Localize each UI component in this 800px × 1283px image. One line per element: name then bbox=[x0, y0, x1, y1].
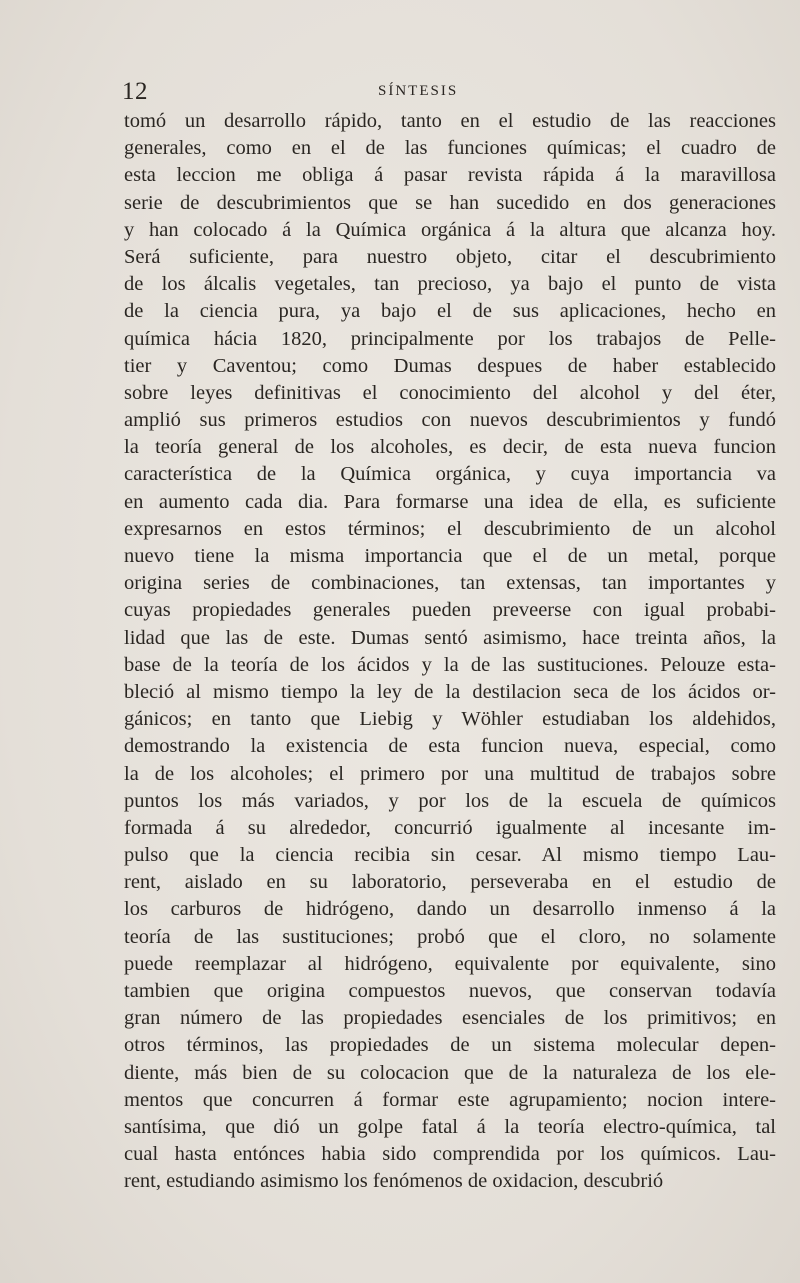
text-line: química hácia 1820, principalmente por los trabajos de Pelle- bbox=[124, 327, 776, 350]
text-line: demostrando la existencia de esta funcion nueva, especial, como bbox=[124, 735, 776, 758]
text-line: sobre leyes definitivas el conocimiento del alcohol y del éter, bbox=[124, 381, 776, 404]
text-line: lidad que las de este. Dumas sentó asimismo, hace treinta años, la bbox=[124, 626, 776, 649]
text-line: base de la teoría de los ácidos y la de las sustituciones. Pelouze esta- bbox=[124, 653, 776, 676]
text-line: Será suficiente, para nuestro objeto, citar el descubrimiento bbox=[124, 245, 776, 268]
text-line: generales, como en el de las funciones químicas; el cuadro de bbox=[124, 137, 776, 160]
text-line: rent, estudiando asimismo los fenómenos de oxidacion, descubrió bbox=[124, 1170, 664, 1193]
text-line: nuevo tiene la misma importancia que el de un metal, porque bbox=[124, 545, 776, 567]
text-line: característica de la Química orgánica, y cuya importancia va bbox=[124, 463, 776, 486]
text-line: otros términos, las propiedades de un sistema molecular depen- bbox=[124, 1034, 776, 1057]
text-line: puede reemplazar al hidrógeno, equivalente por equivalente, sino bbox=[124, 952, 776, 975]
text-line: la de los alcoholes; el primero por una multitud de trabajos sobre bbox=[124, 762, 776, 785]
text-line: expresarnos en estos términos; el descubrimiento de un alcohol bbox=[124, 517, 776, 540]
text-line: rent, aislado en su laboratorio, perseveraba en el estudio de bbox=[124, 871, 776, 894]
text-line: pulso que la ciencia recibia sin cesar. Al mismo tiempo Lau- bbox=[124, 844, 776, 867]
page-number: 12 bbox=[122, 78, 148, 105]
text-line: tambien que origina compuestos nuevos, que conservan todavía bbox=[124, 980, 776, 1002]
text-line: esta leccion me obliga á pasar revista rápida á la maravillosa bbox=[124, 164, 776, 187]
text-line: en aumento cada dia. Para formarse una idea de ella, es suficiente bbox=[124, 490, 776, 513]
text-line: santísima, que dió un golpe fatal á la teoría electro-química, tal bbox=[124, 1115, 776, 1138]
text-line: origina series de combinaciones, tan extensas, tan importantes y bbox=[124, 572, 776, 595]
text-line: tier y Caventou; como Dumas despues de haber establecido bbox=[124, 354, 776, 377]
running-head: SÍNTESIS bbox=[378, 83, 459, 99]
text-line: de la ciencia pura, ya bajo el de sus aplicaciones, hecho en bbox=[124, 300, 776, 323]
text-line: amplió sus primeros estudios con nuevos descubrimientos y fundó bbox=[124, 409, 776, 432]
text-line: diente, más bien de su colocacion que de la naturaleza de los ele- bbox=[124, 1061, 776, 1084]
text-line: bleció al mismo tiempo la ley de la destilacion seca de los ácidos or- bbox=[124, 680, 776, 703]
body-text bbox=[124, 108, 776, 1196]
text-line: gánicos; en tanto que Liebig y Wöhler estudiaban los aldehidos, bbox=[124, 708, 776, 731]
text-line: formada á su alrededor, concurrió igualmente al incesante im- bbox=[124, 816, 776, 839]
page-header bbox=[118, 78, 758, 108]
text-line: puntos los más variados, y por los de la escuela de químicos bbox=[124, 789, 776, 812]
text-line: los carburos de hidrógeno, dando un desarrollo inmenso á la bbox=[124, 898, 776, 921]
text-line: serie de descubrimientos que se han sucedido en dos generaciones bbox=[124, 191, 776, 214]
text-line: la teoría general de los alcoholes, es decir, de esta nueva funcion bbox=[124, 436, 776, 459]
text-line: mentos que concurren á formar este agrupamiento; nocion intere- bbox=[124, 1088, 776, 1111]
text-line: cuyas propiedades generales pueden preveerse con igual probabi- bbox=[124, 599, 776, 622]
text-line: de los álcalis vegetales, tan precioso, ya bajo el punto de vista bbox=[124, 273, 776, 296]
text-line: cual hasta entónces habia sido comprendida por los químicos. Lau- bbox=[124, 1143, 776, 1166]
text-line: tomó un desarrollo rápido, tanto en el estudio de las reacciones bbox=[124, 110, 776, 132]
text-line: gran número de las propiedades esenciales de los primitivos; en bbox=[124, 1007, 776, 1030]
text-line: y han colocado á la Química orgánica á la altura que alcanza hoy. bbox=[124, 218, 776, 241]
text-line: teoría de las sustituciones; probó que el cloro, no solamente bbox=[124, 925, 776, 948]
